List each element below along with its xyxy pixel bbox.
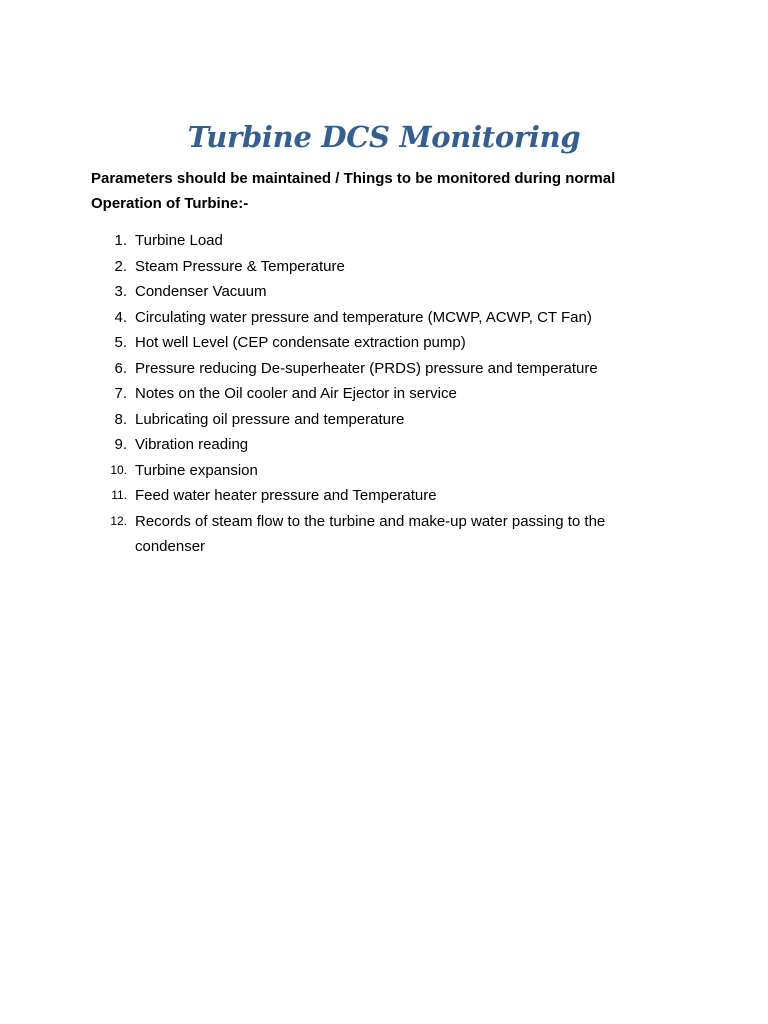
list-item-number: 5.	[114, 334, 127, 351]
list-item-number: 1.	[114, 232, 127, 249]
list-item	[91, 432, 671, 458]
list-item-number: 2.	[114, 257, 127, 275]
list-item	[91, 381, 671, 407]
list-item	[91, 458, 671, 484]
list-item	[91, 228, 671, 254]
list-item-text: Lubricating oil pressure and temperature	[135, 410, 405, 428]
list-item-number: 10.	[110, 462, 127, 477]
list-item-number: 9.	[114, 436, 127, 453]
list-item-text: Records of steam flow to the turbine and make-up water passing to the condenser	[135, 512, 606, 555]
list-item	[91, 279, 671, 305]
list-item-text: Notes on the Oil cooler and Air Ejector in service	[135, 385, 457, 402]
list-item-text: Vibration reading	[135, 436, 249, 453]
list-item-text: Steam Pressure & Temperature	[135, 257, 345, 275]
list-item-text: Turbine expansion	[135, 461, 258, 479]
list-item	[91, 356, 671, 382]
list-item	[91, 509, 671, 560]
list-item-text: Circulating water pressure and temperature (MCWP, ACWP, CT Fan)	[135, 308, 592, 326]
list-item	[91, 407, 671, 433]
list-item-number: 7.	[114, 385, 127, 402]
page-title: Turbine DCS Monitoring	[187, 120, 581, 154]
list-item-number: 3.	[114, 283, 127, 300]
list-item	[91, 483, 671, 509]
list-item	[91, 305, 671, 331]
list-item-number: 11.	[111, 488, 127, 502]
list-item	[91, 330, 671, 356]
list-item	[91, 254, 671, 280]
intro-paragraph: Parameters should be maintained / Things to be monitored during normal Operation of Turbine:-	[91, 170, 616, 212]
list-item-text: Pressure reducing De-superheater (PRDS) pressure and temperature	[135, 359, 598, 377]
monitoring-list	[91, 228, 671, 560]
list-item-number: 12.	[110, 513, 127, 528]
list-item-number: 6.	[114, 359, 127, 377]
list-item-text: Turbine Load	[135, 232, 223, 249]
list-item-text: Hot well Level (CEP condensate extraction pump)	[135, 334, 466, 351]
list-item-number: 4.	[114, 308, 127, 326]
list-item-text: Condenser Vacuum	[135, 283, 267, 300]
list-item-text: Feed water heater pressure and Temperature	[135, 487, 437, 504]
list-item-number: 8.	[114, 410, 127, 428]
